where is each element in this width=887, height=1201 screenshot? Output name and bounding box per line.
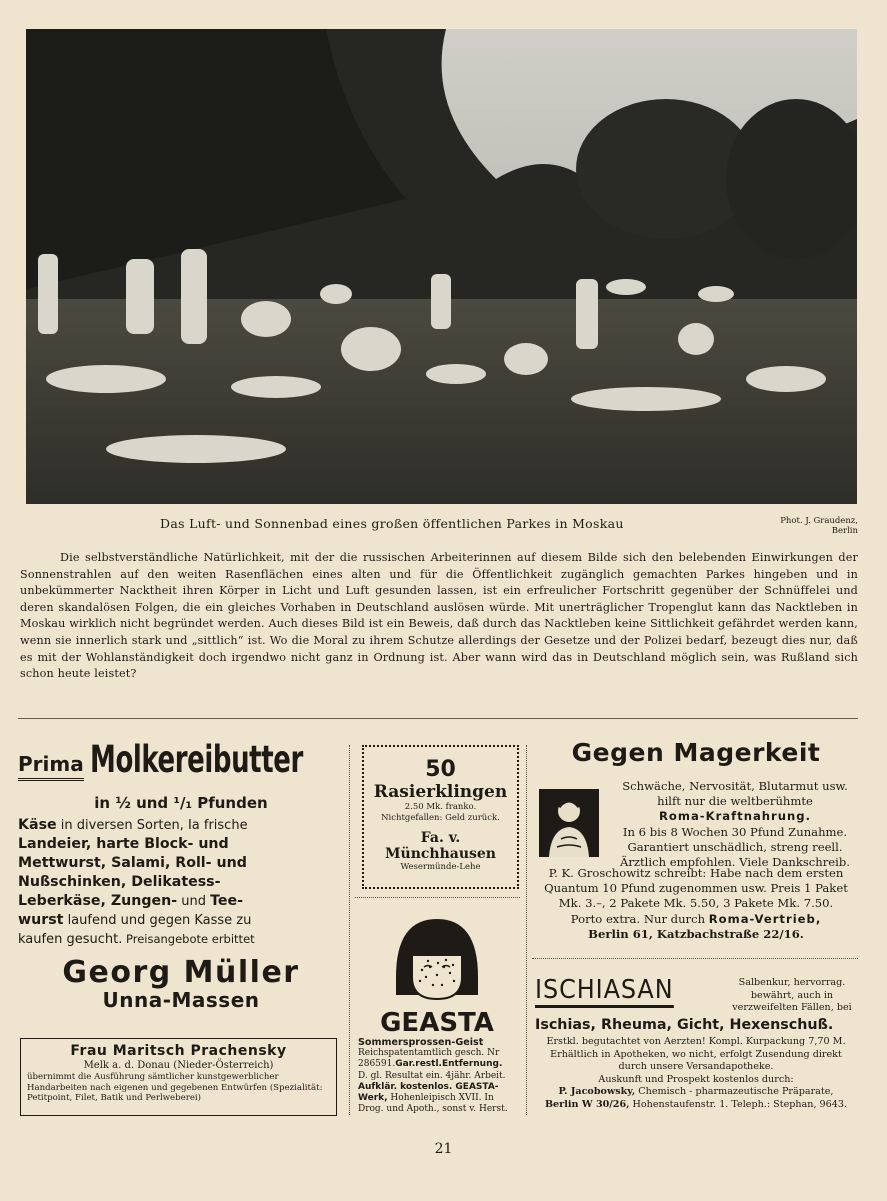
product-line-5a: Leberkäse, Zungen- xyxy=(18,893,178,909)
ad-prima-label: Prima xyxy=(18,752,84,781)
product-line-2: Landeier, harte Block- und xyxy=(18,836,229,852)
geasta-line-4: Aufklär. kostenlos. GEASTA- xyxy=(358,1081,499,1092)
ad-frau-text: übernimmt die Ausführung sämtlicher kunstgewerblicher Handarbeiten nach eigenen und gegebenen Entwürfen (Spezialität: Petitpoint, Filet, Batik und Perlweberei) xyxy=(27,1072,323,1103)
isch-line-2: Erhältlich in Apotheken, wo nicht, erfolgt Zusendung direkt xyxy=(550,1048,842,1060)
roma-line-8: Quantum 10 Pfund zugenommen usw. Preis 1 Paket xyxy=(544,881,848,896)
geasta-heading: Sommersprossen-Geist xyxy=(358,1037,484,1048)
ad-frau-title: Frau Maritsch Prachensky xyxy=(70,1043,287,1059)
product-line-4: Nußschinken, Delikatess- xyxy=(18,874,221,890)
geasta-line-2a: 286591. xyxy=(358,1059,396,1070)
ad-frau-prachensky xyxy=(20,1038,337,1116)
product-line-6b: laufend und gegen Kasse zu xyxy=(63,913,252,928)
roma-line-6: Ärztlich empfohlen. Viele Dankschreib. xyxy=(620,855,850,870)
product-line-3: Mettwurst, Salami, Roll- und xyxy=(18,855,247,871)
product-line-6a: wurst xyxy=(18,912,64,928)
product-kaese: Käse xyxy=(18,817,57,833)
roma-line-2: hilft nur die weltberühmte xyxy=(657,794,813,809)
ad-klingen-refund: Nichtgefallen: Geld zurück. xyxy=(381,813,500,823)
ad-klingen-number: 50 xyxy=(425,757,456,782)
credit-line-2: Berlin xyxy=(831,526,858,536)
ad-klingen-place: Wesermünde-Lehe xyxy=(400,862,481,872)
roma-line-1: Schwäche, Nervosität, Blutarmut usw. xyxy=(622,779,848,793)
isch-line-6b: Hohenstaufenstr. 1. Teleph.: Stephan, 9643. xyxy=(629,1098,848,1110)
ad-ischiasan-side: Salbenkur, hervorrag. bewährt, auch in verzweifelten Fällen, bei xyxy=(732,977,852,1013)
ad-butter-pfund: in ½ und ¹/₁ Pfunden xyxy=(94,794,268,812)
park-photograph xyxy=(26,29,857,504)
geasta-line-1: Reichspatentamtlich gesch. Nr xyxy=(358,1048,500,1059)
isch-line-5b: Chemisch - pharmazeutische Präparate, xyxy=(635,1086,834,1098)
ad-klingen-price: 2.50 Mk. franko. xyxy=(404,802,477,812)
roma-portrait-image xyxy=(539,789,599,857)
ad-geasta-text xyxy=(358,1037,518,1115)
product-line-1: in diversen Sorten, Ia frische xyxy=(56,818,248,833)
page-number: 21 xyxy=(434,1141,453,1157)
photo-credit xyxy=(768,516,858,536)
roma-line-10b: Roma-Vertrieb, xyxy=(708,911,822,926)
roma-line-10a: Porto extra. Nur durch xyxy=(570,911,709,926)
isch-line-4: Auskunft und Prospekt kostenlos durch: xyxy=(598,1073,794,1085)
product-line-7a: kaufen gesucht. xyxy=(18,932,123,947)
geasta-line-6: Drog. und Apoth., sonst v. Herst. xyxy=(358,1104,508,1115)
section-divider xyxy=(18,718,858,719)
roma-line-4: In 6 bis 8 Wochen 30 Pfund Zunahme. xyxy=(622,824,848,839)
geasta-line-5b: Hohenleipisch XVII. In xyxy=(387,1093,494,1104)
roma-line-11: Berlin 61, Katzbachstraße 22/16. xyxy=(588,926,804,941)
column-divider-right xyxy=(526,745,527,1115)
ad-frau-location: Melk a. d. Donau (Nieder-Österreich) xyxy=(83,1060,274,1071)
roma-line-5: Garantiert unschädlich, streng reell. xyxy=(627,839,843,854)
middle-column-divider xyxy=(355,897,520,898)
photo-caption: Das Luft- und Sonnenbad eines großen öffentlichen Parkes in Moskau xyxy=(160,516,624,531)
geasta-line-2b: Gar.restl.Entfernung. xyxy=(395,1059,503,1070)
geasta-logo xyxy=(378,915,496,1037)
ad-roma-details xyxy=(535,866,857,942)
ad-roma-text xyxy=(612,779,858,870)
isch-line-5a: P. Jacobowsky, xyxy=(558,1086,636,1098)
ad-ischiasan-brand: ISCHIASAN xyxy=(535,975,674,1008)
product-line-5b: und xyxy=(177,894,211,909)
column-divider-left xyxy=(349,745,350,1115)
roma-line-7: P. K. Groschowitz schreibt: Habe nach dem ersten xyxy=(548,866,844,880)
geasta-line-3: D. gl. Resultat ein. 4jähr. Arbeit. xyxy=(358,1070,506,1081)
isch-line-6a: Berlin W 30/26, xyxy=(544,1098,630,1110)
ad-roma xyxy=(535,738,857,767)
geasta-line-5a: Werk, xyxy=(358,1093,388,1104)
product-line-5c: Tee- xyxy=(210,893,244,909)
article-text: Die selbstverständliche Natürlichkeit, mit der die russischen Arbeiterinnen auf diesem Bilde sich den belebenden Einwirkungen der Sonnenstrahlen auf den weiten Rasenflächen eines alten und für die Öffentlichkeit zugänglich gemachten Parkes hingeben und in unbekümmerter Nacktheit ihren Körper in Licht und Luft gesunden lassen, ist ein erfreulicher Fortschritt gegenüber der Schnüffelei und deren skandalösen Folgen, die ein gleiches Vorhaben in Deutschland auslösen würde. Mit unerträglicher Tropenglut kann das Nacktleben in Moskau wirklich nicht begründet werden. Auch dieses Bild ist ein Beweis, daß durch das Nacktleben keine Sittlichkeit gefährdet werden kann, wenn sie innerlich stark und „sittlich“ ist. Wo die Moral zu ihrem Schutze allerdings der Gesetze und der Polizei bedarf, bezeugt dies nur, daß es mit der Wohlanständigkeit doch irgendwo nicht ganz in Ordnung ist. Aber wann wird das in Deutschland möglich sein, was Rußland sich schon heute leistet? xyxy=(20,551,858,681)
ad-klingen-title: Rasierklingen xyxy=(373,782,508,802)
ad-butter-company: Georg Müller xyxy=(62,955,300,990)
ad-klingen-firm: Fa. v. Münchhausen xyxy=(385,830,496,862)
roma-line-3: Roma-Kraftnahrung. xyxy=(659,809,811,824)
ad-molkereibutter xyxy=(18,738,344,1012)
product-line-7b: Preisangebote erbittet xyxy=(122,932,255,946)
geasta-logo-text: GEASTA xyxy=(380,1008,494,1037)
credit-line-1: Phot. J. Graudenz, xyxy=(780,516,858,526)
roma-line-9: Mk. 3.–, 2 Pakete Mk. 5.50, 3 Pakete Mk. 7.50. xyxy=(558,896,834,911)
ad-ischiasan-text xyxy=(535,1036,857,1112)
ad-butter-products xyxy=(18,816,344,949)
isch-line-1: Erstkl. begutachtet von Aerzten! Kompl. Kurpackung 7,70 M. xyxy=(546,1036,846,1047)
ad-butter-place: Unna-Massen xyxy=(102,988,260,1012)
isch-line-3: durch unsere Versandapotheke. xyxy=(618,1061,774,1073)
ad-roma-headline: Gegen Magerkeit xyxy=(571,738,821,767)
ad-butter-headline: Molkereibutter xyxy=(89,738,303,781)
right-column-divider xyxy=(532,958,858,959)
ad-rasierklingen xyxy=(362,745,519,889)
ad-ischiasan-ailments: Ischias, Rheuma, Gicht, Hexenschuß. xyxy=(535,1017,834,1033)
